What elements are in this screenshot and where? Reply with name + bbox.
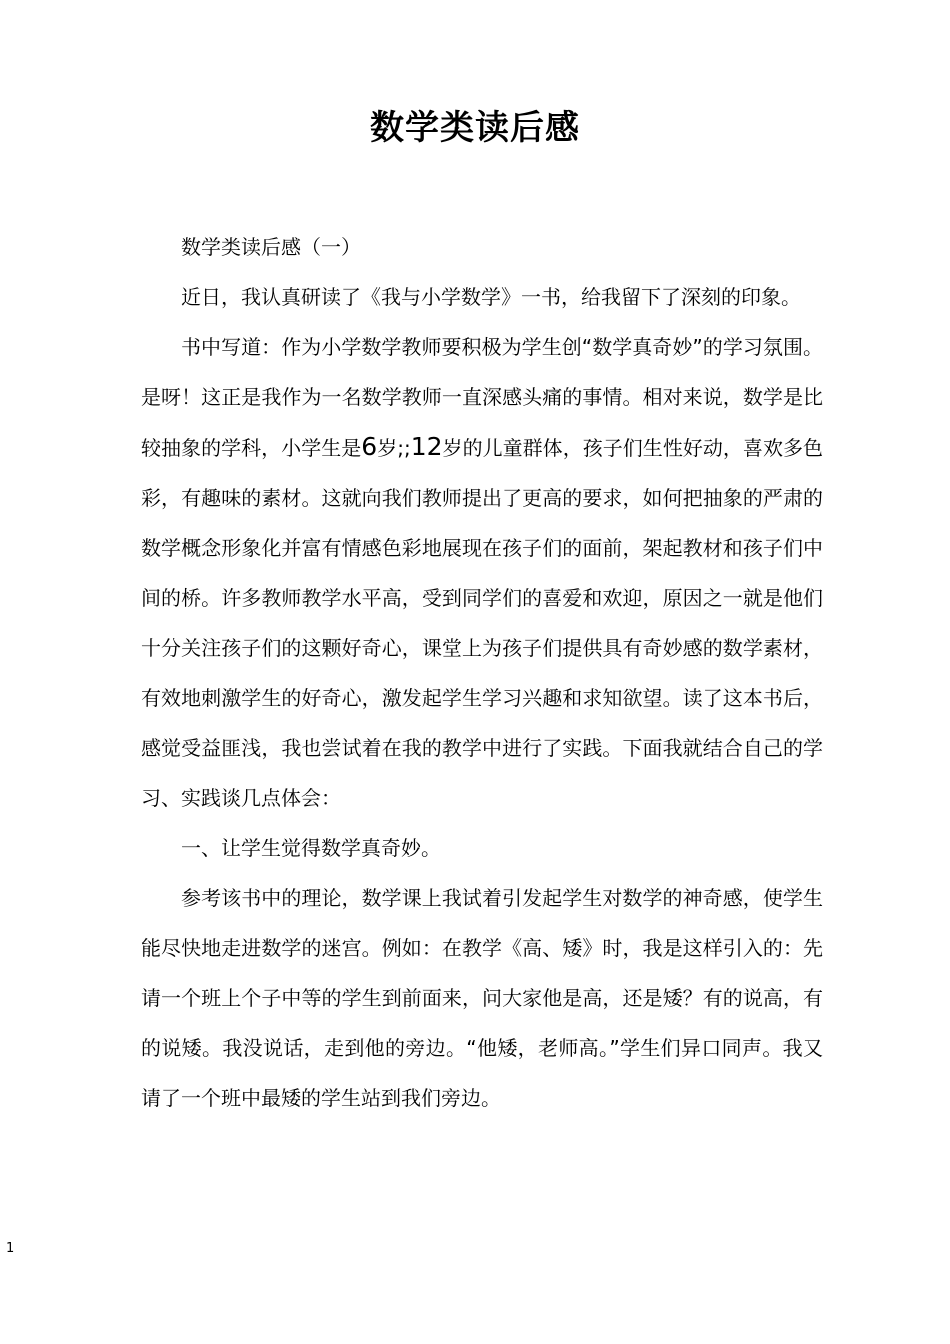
- age-number: 12: [410, 432, 443, 461]
- paragraph-text: 书中写道：作为小学数学教师要积极为学生创“数学真奇妙”的学习氛围。是呀！这正是我作为一名数学教师一直深感头痛的事情。相对来说，数学是比较抽象的学科，小学生是: [141, 335, 823, 460]
- section-heading: 数学类读后感（一）: [181, 235, 361, 259]
- paragraph-book-quote: [141, 322, 823, 823]
- paragraph-example: 参考该书中的理论，数学课上我试着引发起学生对数学的神奇感，使学生能尽快地走进数学的迷宫。例如：在教学《高、矮》时，我是这样引入的：先请一个班上个子中等的学生到前面来，问大家他是高，还是矮？有的说高，有的说矮。我没说话，走到他的旁边。“他矮，老师高。”学生们异口同声。我又请了一个班中最矮的学生站到我们旁边。: [141, 886, 823, 1110]
- paragraph-intro: 近日，我认真研读了《我与小学数学》一书，给我留下了深刻的印象。: [181, 285, 801, 309]
- document-title: 数学类读后感: [370, 108, 580, 148]
- document-body: [141, 222, 823, 1123]
- paragraph-text: 岁的儿童群体，孩子们生性好动，喜欢多色彩，有趣味的素材。这就向我们教师提出了更高的要求，如何把抽象的严肃的数学概念形象化并富有情感色彩地展现在孩子们的面前，架起教材和孩子们中间的桥。许多教师教学水平高，受到同学们的喜爱和欢迎，原因之一就是他们十分关注孩子们的这颗好奇心，课堂上为孩子们提供具有奇妙感的数学素材，有效地刺激学生的好奇心，激发起学生学习兴趣和求知欲望。读了这本书后，感觉受益匪浅，我也尝试着在我的教学中进行了实践。下面我就结合自己的学习、实践谈几点体会：: [141, 436, 824, 810]
- page-number: 1: [6, 1241, 15, 1256]
- point-heading: 一、让学生觉得数学真奇妙。: [181, 836, 441, 860]
- paragraph-text: 岁;;: [377, 436, 411, 460]
- age-number: 6: [361, 432, 378, 461]
